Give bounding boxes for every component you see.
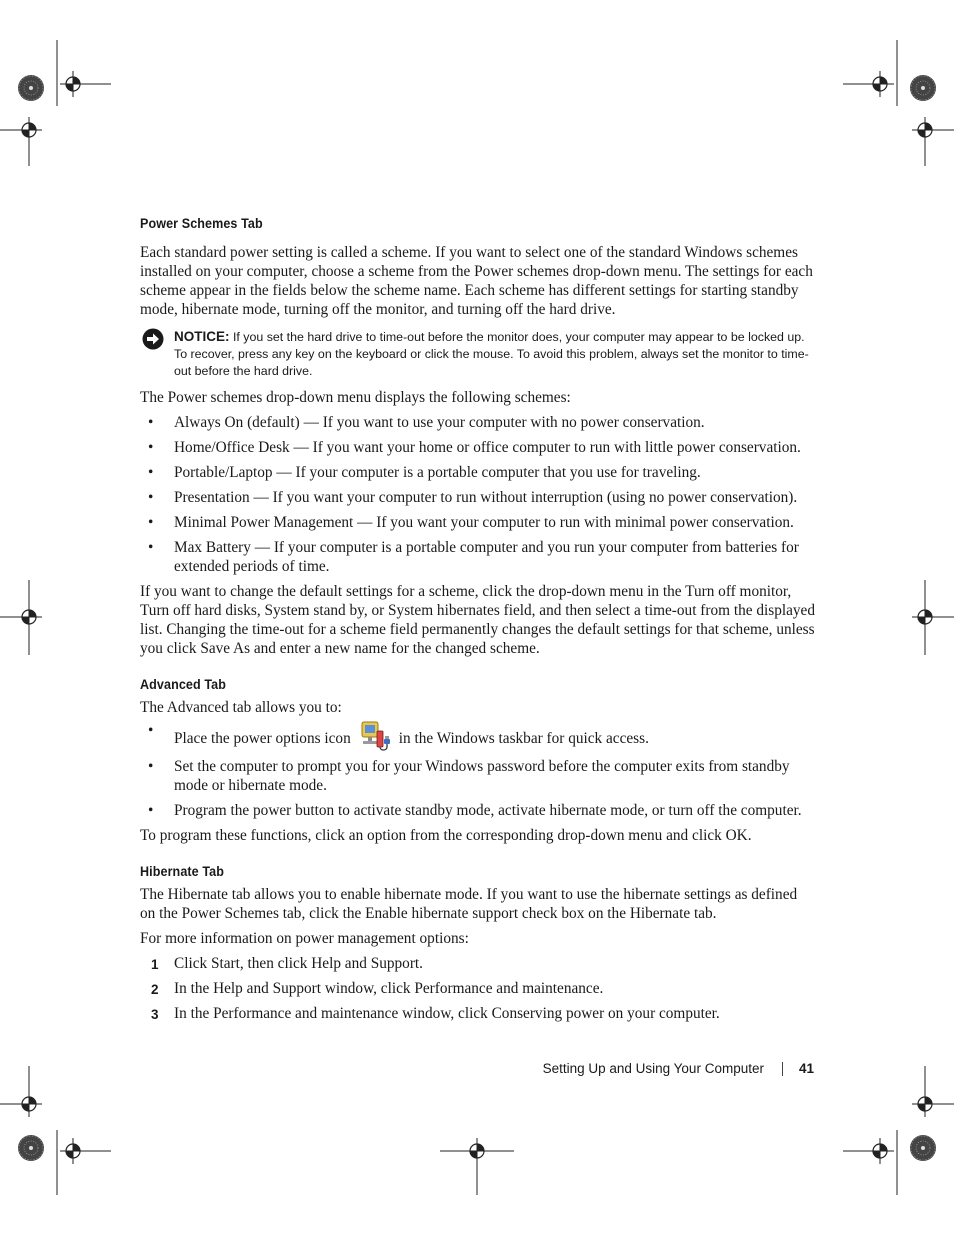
scheme-name: Home/Office Desk — [174, 439, 290, 456]
keyword-turn-off-monitor: Turn off monitor — [685, 583, 788, 600]
notice-label: NOTICE: — [174, 329, 230, 344]
text: , then click — [239, 955, 312, 972]
schemes-list — [140, 413, 816, 576]
text: To program these functions, click an option from the corresponding drop-down menu and click — [140, 827, 726, 844]
keyword-help-and-support: Help and Support — [311, 955, 420, 972]
text: drop-down menu displays the following schemes: — [262, 389, 571, 406]
scheme-desc: — If you want your home or office computer to run with little power conservation. — [289, 439, 801, 456]
text: . — [599, 980, 604, 997]
text: In the — [174, 1005, 214, 1022]
bullet-icon: • — [148, 539, 154, 556]
text: drop-down menu. The settings for each scheme appear in the fields below the scheme name. Each scheme has different settings for starting standby mode, hibernate mode, turning off the monitor, and turning off the hard drive. — [140, 263, 813, 318]
scheme-desc: — If you want your computer to run with minimal power conservation. — [353, 514, 794, 531]
scheme-desc: — If you want your computer to run without interruption (using no power conservation). — [249, 489, 798, 506]
text: check box on the — [518, 905, 630, 922]
scheme-desc: (default) — If you want to use your computer with no power conservation. — [243, 414, 705, 431]
keyword-save-as: Save As — [200, 640, 251, 657]
text: , — [787, 583, 792, 600]
more-info-paragraph: For more information on power management options: — [140, 930, 469, 947]
footer-chapter-title: Setting Up and Using Your Computer — [542, 1061, 764, 1076]
section-heading-advanced: Advanced Tab — [140, 677, 227, 692]
keyword-turn-off-hard-disks: Turn off hard disks — [140, 602, 257, 619]
keyword-performance-and-maintenance: Performance and maintenance — [213, 1005, 399, 1022]
change-settings-paragraph — [140, 582, 816, 658]
notice-text: If you set the hard drive to time-out before the monitor does, your computer may appear to be locked up. To recover, press any key on the keyboard or click the mouse. To avoid this problem, always set the monitor to time-out before the hard drive. — [174, 330, 809, 378]
page-content — [140, 216, 816, 1023]
scheme-desc: — If your computer is a portable computer and you run your computer from batteries for extended periods of time. — [174, 539, 799, 575]
color-target-icon — [910, 75, 936, 101]
bullet-icon: • — [148, 514, 154, 531]
bullet-icon: • — [148, 722, 154, 739]
list-item — [140, 538, 816, 576]
keyword-start: Start — [210, 955, 240, 972]
text: The — [140, 389, 168, 406]
bullet-icon: • — [148, 414, 154, 431]
bullet-icon: • — [148, 758, 154, 775]
bullet-icon: • — [148, 464, 154, 481]
text: and enter a new name for the changed scheme. — [250, 640, 540, 657]
step-item — [140, 979, 816, 998]
keyword-power-schemes: Power schemes — [167, 389, 263, 406]
keyword-performance-and-maintenance: Performance and maintenance — [414, 980, 600, 997]
notice-box — [140, 328, 816, 380]
keyword-advanced: Advanced — [166, 699, 229, 716]
scheme-name: Max Battery — [174, 539, 251, 556]
bullet-icon: • — [148, 489, 154, 506]
text: Click — [174, 955, 211, 972]
text: In the — [174, 980, 214, 997]
scheme-name: Portable/Laptop — [174, 464, 273, 481]
text: . — [747, 827, 752, 844]
step-number: 2 — [151, 982, 159, 997]
keyword-power-schemes: Power Schemes — [181, 905, 279, 922]
power-options-icon — [357, 721, 393, 753]
keyword-help-and-support: Help and Support — [213, 980, 322, 997]
text: If you want to change the default settings for a scheme, click the drop-down menu in the — [140, 583, 686, 600]
steps-list — [140, 954, 816, 1023]
keyword-system-hibernates: System hibernates — [388, 602, 500, 619]
section-heading-hibernate: Hibernate Tab — [140, 864, 225, 879]
scheme-name: Minimal Power Management — [174, 514, 354, 531]
text: Set the computer to prompt you for your Windows password before the computer exits from standby mode or hibernate mode. — [174, 758, 790, 794]
text: tab. — [690, 905, 717, 922]
step-number: 1 — [151, 957, 159, 972]
step-item — [140, 954, 816, 973]
power-schemes-paragraph — [140, 243, 816, 319]
list-item — [140, 801, 816, 820]
text: Program the power button to activate standby mode, activate hibernate mode, or turn off the computer. — [174, 802, 802, 819]
text: window, click — [321, 980, 415, 997]
list-item — [140, 721, 816, 753]
text: , — [256, 602, 265, 619]
text: Each standard power setting is called a scheme. If you want to select one of the standard Windows schemes installed on your computer, choose a scheme from the — [140, 244, 798, 280]
keyword-system-stand-by: System stand by — [264, 602, 364, 619]
section-heading-power-schemes: Power Schemes Tab — [140, 216, 263, 231]
text: . — [419, 955, 423, 972]
text: . — [715, 1005, 720, 1022]
step-item — [140, 1004, 816, 1023]
hibernate-paragraph — [140, 885, 816, 923]
keyword-hibernate: Hibernate — [167, 886, 228, 903]
list-item — [140, 413, 816, 432]
scheme-name: Presentation — [174, 489, 250, 506]
text: tab allows you to enable hibernate mode. If you want to use the hibernate settings as defined on the — [140, 886, 798, 922]
scheme-name: Always On — [174, 414, 244, 431]
page-number: 41 — [798, 1061, 814, 1076]
bullet-icon: • — [148, 439, 154, 456]
list-item — [140, 438, 816, 457]
text: field, and then select a time-out from the displayed list. Changing the time-out for a scheme field permanently changes the default settings for that scheme, unless you click — [140, 602, 815, 657]
advanced-outro — [140, 826, 816, 845]
keyword-power-schemes: Power schemes — [474, 263, 569, 280]
page-footer — [543, 1061, 814, 1076]
text: Place the power options icon — [174, 730, 351, 747]
text: The — [140, 699, 167, 716]
color-target-icon — [18, 1135, 44, 1161]
text: , or — [363, 602, 389, 619]
advanced-intro — [140, 698, 816, 717]
advanced-list — [140, 721, 816, 820]
scheme-desc: — If your computer is a portable computer that you use for traveling. — [272, 464, 701, 481]
text: tab, click the — [278, 905, 366, 922]
list-item — [140, 463, 816, 482]
list-item — [140, 513, 816, 532]
footer-separator — [782, 1062, 783, 1076]
step-number: 3 — [151, 1007, 159, 1022]
notice-arrow-icon — [142, 328, 164, 350]
schemes-intro — [140, 388, 816, 407]
keyword-enable-hibernate-support: Enable hibernate support — [365, 905, 519, 922]
text: tab allows you to: — [228, 699, 342, 716]
list-item — [140, 488, 816, 507]
keyword-ok: OK — [725, 827, 748, 844]
keyword-hibernate: Hibernate — [629, 905, 691, 922]
list-item — [140, 757, 816, 795]
color-target-icon — [910, 1135, 936, 1161]
color-target-icon — [18, 75, 44, 101]
bullet-icon: • — [148, 802, 154, 819]
text: in the Windows taskbar for quick access. — [398, 730, 649, 747]
text: The — [140, 886, 168, 903]
keyword-conserving-power: Conserving power on your computer — [491, 1005, 716, 1022]
text: window, click — [398, 1005, 492, 1022]
